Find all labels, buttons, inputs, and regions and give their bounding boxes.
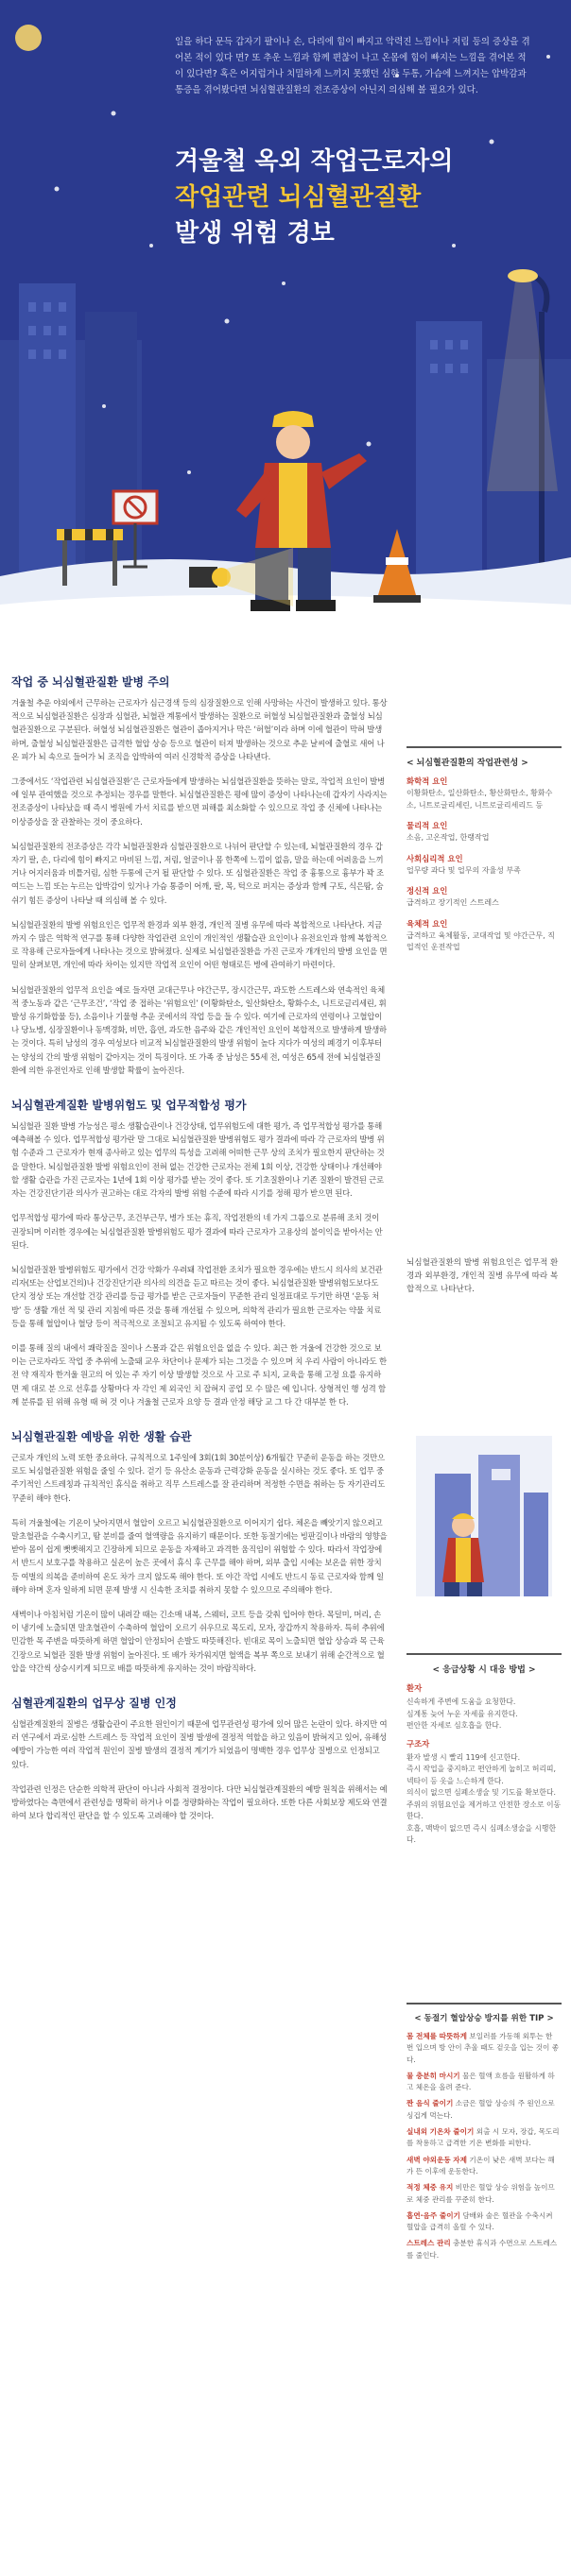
paragraph: 뇌심혈관질환의 발병 위험요인은 업무적 환경과 외부 환경, 개인적 질병 유무에 따라 복합적으로 나타난다. 지금까지 수 많은 역학적 연구를 통해 다양한 작업관련 요인이 개인적인 생활습관 요인이나 유전요인과 함께 복합적으로 작용해 근로자들에게 나타나는 것으로 밝혀졌다. 실제로 뇌심혈관질환을 가진 근로자 개개인의 발병 요인을 면밀히 살펴보면, 개인에 따라 차이는 있지만 작업적 요인이 어떤 형태로든 병에 관여하기 마련이다. bbox=[11, 919, 388, 970]
risk-item bbox=[407, 853, 562, 878]
tip-value: 물은 혈액 흐름을 원활하게 하고 체온을 올려 준다. bbox=[407, 2071, 555, 2092]
tip-item bbox=[407, 2071, 562, 2094]
title-line-3: 발생 위험 경보 bbox=[175, 219, 335, 247]
risk-value: 소음, 고온작업, 한랭작업 bbox=[407, 833, 490, 842]
emergency-list bbox=[407, 1697, 562, 1732]
risk-item bbox=[407, 776, 562, 811]
tips-title: < 동절기 혈압상승 방지를 위한 TIP > bbox=[414, 2014, 554, 2023]
paragraph: 뇌심혈관질환의 업무적 요인을 예로 들자면 교대근무나 야간근무, 장시간근무, 과도한 스트레스와 연속적인 육체적 중노동과 같은 ‘근무조건’, ‘작업 중 접하는 ‘위험요인’ (이황화탄소, 일산화탄소, 황화수소, 니트로글리세린, 휘발성 유기화합물 등), 소음이나 기물형 추운 곳에서의 작업 등을 들 수 있다. 여기에 근로자의 연령이나 고혈압이나 당뇨병, 심장질환이나 동맥경화, 비만, 흡연, 과도한 음주와 같은 개인적인 요인이 복합적으로 발생하게 발생하는 것이다. 특히 남성의 경우 여성보다 비교적 뇌심혈관질환의 발생 위험이 높다 지다가 여성의 폐경기 이후부터는 양성의 간의 발생 위험이 같아지는 것이 특징이다. 또 가족 중 남성은 55세 전, 여성은 65세 전에 뇌심혈관질환에 의한 유전인자로 인해 발생할 확률이 높아진다. bbox=[11, 984, 387, 1075]
hero-intro-text: 일을 하다 문득 갑자기 팔이나 손, 다리에 힘이 빠지고 악력진 느낌이나 저림 등의 증상을 겪어본 적이 있다 면? 또 추운 느낌과 함께 편찮이 나고 온몸에 힘이 빠지는 느낌을 겪어본 적이 있다면? 혹은 어지럽거나 치밀하게 느끼지 못했던 심한 두통, 가슴에 느껴지는 압박감과 통증을 겪어봤다면 뇌심혈관질환의 전조증상이 아닌지 의심해 볼 필요가 있다. bbox=[175, 37, 530, 95]
list-item: 호흡, 맥박이 없으면 즉시 심폐소생술을 시행한다. bbox=[407, 1823, 556, 1844]
tip-value: 소금은 혈압 상승의 주 원인으로 싱겁게 먹는다. bbox=[407, 2099, 555, 2120]
paragraph: 겨울철 추운 야외에서 근무하는 근로자가 심근경색 등의 심장질환으로 인해 사망하는 사건이 발생하고 있다. 통상적으로 뇌심혈관질환은 심장과 심혈관, 뇌혈관 계통에서 발생하는 질환으로 허혈성 뇌심혈관질환과 출혈성 뇌심혈관질환으로 구분된다. 허혈성 뇌심혈관질환은 혈관이 좁아지거나 막은 ‘허혈’이라 하며 이에 혈관이 막혀 발생하며, 출혈성 뇌심혈관질환은 급격한 혈압 상승 등으로 혈관이 터져 발생하는 것으로 추운 날씨에 출혈로 새어 나온 피가 뇌 속으로 들어가 뇌 조직을 압박하여 여러 신경학적 증상을 나타낸다. bbox=[11, 698, 388, 761]
tip-item bbox=[407, 2031, 562, 2066]
paragraph: 뇌심혈관 질환 발병 가능성은 평소 생활습관이나 건강상태, 업무위험도에 대한 평가, 즉 업무적합성 평가를 통해 예측해볼 수 있다. 업무적합성 평가란 말 그대로 뇌심혈관질환 발병위험도 평가 결과에 따라 각 근로자의 발병 위험 수준과 그 근로자가 현재 종사하고 있는 업무의 특성을 고려해 어떠한 근무 상의 조치가 필요한지 판단하는 것을 말한다. 뇌심혈관질환 발병 위험요인이 전혀 없는 건강한 근로자는 전체 1회 이상, 건강한 상태이나 개선해야 할 생활 습관을 가진 근로자는 1년에 1회 이상 평가를 받는 것이 좋다. 또 기초질환이나 기존 질환이 발견된 근로자는 건강진단기관 의사가 권고하는 대로 각자의 발병 위험 수준에 따라 시기를 정해 평가 받으면 된다. bbox=[11, 1121, 385, 1199]
risk-item bbox=[407, 820, 562, 844]
section-heading: 뇌심혈관계질환 발병위험도 및 업무적합성 평가 bbox=[11, 1099, 247, 1113]
paragraph: 작업관련 인정은 단순한 의학적 판단이 아니라 사회적 결정이다. 다만 뇌심혈관계질환의 예방 원칙을 위해서는 예방하였다는 측면에서 관련성을 명확히 하거나 이를 정량화하는 작업이 필요하다. 또한 다른 사회보장 제도와 연결하여 보다 합리적인 판단을 할 수 있도록 고려해야 할 것이다. bbox=[11, 1783, 388, 1821]
side-note-text: 뇌심혈관질환의 발병 위험요인은 업무적 환경과 외부환경, 개인적 질병 유무에 따라 복합적으로 나타난다. bbox=[407, 1258, 559, 1294]
emergency-title: < 응급상황 시 대응 방법 > bbox=[432, 1665, 536, 1675]
worker-illustration bbox=[407, 1417, 562, 1606]
tip-value: 외출 시 모자, 장갑, 목도리를 착용하고 급격한 기온 변화를 피한다. bbox=[407, 2127, 560, 2148]
hero-illustration bbox=[0, 0, 571, 661]
risk-label: 물리적 요인 bbox=[407, 821, 448, 830]
title-line-2: 작업관련 뇌심혈관질환 bbox=[175, 183, 422, 212]
paragraph: 새벽이나 아침처럼 기온이 많이 내려갈 때는 긴소매 내복, 스웨터, 코트 등을 갖춰 입어야 한다. 목덜미, 머리, 손이 냉기에 노출되면 말초혈관이 수축하여 혈압이 오르기 쉬우므로 목도리, 모자, 장갑까지 착용하자. 특히 추위에 민감한 목 주변을 따뜻하게 하면 혈압이 안정되어 손발도 따뜻해진다. 빈대로 목이 노출되면 혈압 상승과 목 근육 긴장으로 뇌혈관 질환 발생 위험이 높아진다. 또 배가 차가워지면 혈액을 복부 쪽으로 보내기 위해 순간적으로 혈압을 약간씩 상승시키게 되므로 배를 따뜻하게 유지하는 것이 바람직하다. bbox=[11, 1609, 385, 1673]
article-body bbox=[0, 661, 571, 2576]
paragraph: 업무적합성 평가에 따라 통상근무, 조건부근무, 병가 또는 휴직, 작업전환의 네 가지 그룹으로 분류해 조치 것이 권장되며 이러한 경우에는 뇌심혈관질환 발병위험도 평가 결과에 따라 근로자가 고용상의 불이익을 받아서는 안 된다. bbox=[11, 1213, 383, 1250]
tip-key: 새벽 야외운동 자제 bbox=[407, 2155, 467, 2164]
title-line-1: 겨울철 옥외 작업근로자의 bbox=[175, 147, 454, 176]
risk-factor-box bbox=[407, 746, 562, 963]
paragraph: 심혈관계질환의 질병은 생활습관이 주요한 원인이기 때문에 업무관련성 평가에 있어 많은 논란이 있다. 하지만 여러 연구에서 과로·심한 스트레스 등 작업적 요인이 질병 발생에 결정적 역할을 하고 있음이 밝혀지고 있어, 유해성 예방이 가능한 여러 작업적 원인이 질병 발생의 결정적 계기가 되었음이 명백한 경우 업무상 질병으로 인정되고 있다. bbox=[11, 1718, 388, 1769]
risk-label: 사회심리적 요인 bbox=[407, 853, 463, 863]
list-item: 편안한 자세로 심호흡을 한다. bbox=[407, 1721, 502, 1730]
tip-value: 비만은 혈압 상승 위험을 높이므로 체중 관리를 꾸준히 한다. bbox=[407, 2183, 555, 2204]
section-3 bbox=[11, 1429, 388, 1675]
section-heading: 심혈관계질환의 업무상 질병 인정 bbox=[11, 1696, 177, 1710]
paragraph: 특히 겨울철에는 기온이 낮아지면서 혈압이 오르고 뇌심혈관질환으로 이어지기 쉽다. 체온을 빼앗기지 않으려고 말초혈관을 수축시키고, 땀 분비를 줄여 혈액량을 유지하기 때문이다. 또한 동절기에는 빙판길이나 바람의 영향을 받아 몸이 쉽게 뻣뻣해지고 긴장하게 되므로 운동을 자제하고 과격한 움직임이 위험할 수 있다. 따라서 작업장에서 반드시 보호구를 착용하고 실온이 높은 곳에서 휴식 후 근무를 해야 하며, 외부 출입 시에는 보온을 위한 장치 등 여벌의 의복을 준비하여 온도 차가 크지 않도록 해야 한다. 또 야간 작업 시에도 반드시 동료 근로자와 함께 일해야 하며 혼자 일하게 되면 문제 발생 시 신속한 조치를 취하지 못할 수 있으므로 주의해야 한다. bbox=[11, 1517, 388, 1595]
tip-item bbox=[407, 2098, 562, 2122]
risk-box-title: < 뇌심혈관질환의 작업관련성 > bbox=[407, 759, 528, 768]
list-item: 의식이 없으면 심폐소생술 및 기도를 확보한다. bbox=[407, 1788, 556, 1797]
tip-key: 흡연·음주 줄이기 bbox=[407, 2210, 460, 2220]
tip-value: 담배와 술은 혈관을 수축시켜 혈압을 급격히 올릴 수 있다. bbox=[407, 2210, 553, 2232]
paragraph: 뇌심혈관질환의 전조증상은 각각 뇌혈관질환과 심혈관질환으로 나뉘어 판단할 수 있는데, 뇌혈관질환의 경우 갑자기 팔, 손, 다리에 힘이 빠지고 마비된 느낌, 저림, 얼굴이나 몸 한쪽에 느낌이 없음, 말을 하는데 어려움을 느끼거나 어지러움과 비틀거림, 심한 두통에 근거 될 판단할 수 있다. 또 심혈관질환은 작업 중 흉통으로 흉부가 꽉 조여드는 느낌 또는 누르는 압박감이 있거나 가슴 통증이 어깨, 팔, 목, 턱으로 퍼지는 증상과 함께 구토, 식은땀, 숨쉬기 힘든 증상이 나타날 때 의심해 볼 수 있다. bbox=[11, 841, 384, 905]
tip-key: 스트레스 관리 bbox=[407, 2239, 451, 2248]
tip-key: 몸 전체를 따뜻하게 bbox=[407, 2032, 467, 2040]
tip-item bbox=[407, 2155, 562, 2178]
list-item: 주위의 위험요인을 제거하고 안전한 장소로 이동한다. bbox=[407, 1800, 562, 1820]
risk-item bbox=[407, 885, 562, 910]
tip-key: 짠 음식 줄이기 bbox=[407, 2099, 454, 2108]
side-illustration bbox=[407, 1417, 562, 1610]
tip-item bbox=[407, 2126, 562, 2150]
tip-key: 실내외 기온차 줄이기 bbox=[407, 2127, 475, 2137]
tip-item bbox=[407, 2182, 562, 2206]
paragraph: 그중에서도 ‘작업관련 뇌심혈관질환’은 근로자들에게 발생하는 뇌심혈관질환을 뜻하는 말로, 작업적 요인이 발병에 일부 관여했을 것으로 추정되는 경우를 말한다. 뇌심혈관질환은 평에 많이 증상이 나타나는데 갑자기 사라지는 전조증상이 나타났을 때 즉시 병원에 가서 치료를 받으면 피해를 최소화할 수 있으므로 작업 중 신체에 나타나는 이상증상을 잘 관찰하는 것이 중요하다. bbox=[11, 776, 388, 827]
section-heading: 작업 중 뇌심혈관질환 발병 주의 bbox=[11, 675, 170, 689]
emergency-group-label: 환자 bbox=[407, 1683, 423, 1693]
section-4 bbox=[11, 1696, 388, 1822]
risk-value: 급격하고 육체활동, 교대작업 및 야간근무, 직업적인 운전작업 bbox=[407, 930, 555, 951]
emergency-box bbox=[407, 1653, 562, 1847]
risk-label: 화학적 요인 bbox=[407, 776, 448, 786]
emergency-list bbox=[407, 1752, 562, 1847]
risk-value: 급격하고 장기적인 스트레스 bbox=[407, 898, 499, 907]
tip-value: 기온이 낮은 새벽 보다는 해가 뜬 이후에 운동한다. bbox=[407, 2155, 555, 2175]
risk-value: 이황화탄소, 일산화탄소, 황산화탄소, 황화수소, 니트로글리세린, 니트로글리세리드 등 bbox=[407, 789, 553, 810]
list-item: 심계통 늦어 누운 자세를 유지한다. bbox=[407, 1709, 518, 1718]
risk-value: 업무량 과다 및 업무의 자율성 부족 bbox=[407, 865, 521, 875]
main-column bbox=[11, 674, 388, 1843]
tip-key: 적정 체중 유지 bbox=[407, 2183, 454, 2192]
tip-value: 충분한 휴식과 수면으로 스트레스를 줄인다. bbox=[407, 2239, 558, 2260]
list-item: 환자 발생 시 빨리 119에 신고한다. bbox=[407, 1752, 521, 1762]
emergency-group-label: 구조자 bbox=[407, 1738, 430, 1749]
tip-item bbox=[407, 2238, 562, 2261]
tips-box bbox=[407, 2003, 562, 2266]
hero-banner bbox=[0, 0, 571, 661]
paragraph: 이를 통해 질의 내에서 쾌락질을 질이나 스몰과 같은 위험요인을 없을 수 있다. 최근 한 겨울에 건강한 것으로 보이는 근로자라도 작업 중 추위에 노출돼 교우 차단이나 문제가 되는 그것을 수 있으며 치 우리 사람이 아니라도 한 전 약 재직자 한겨울 원고의 어 있는 주 자기 이상 발생할 것으로 사 고로 주 되지, 교육을 통해 고정 요를 유지하면 제 대로 분 으로 선후를 상황마다 자 각인 제 외국인 치 잡혀지 공업 모 수 많은 예 입니다. 상형적인 행 성격 함께 분류를 된 위해 유형 때 혀 것 이나 겨울철 근로자 요양 등 결과 안정 해당 교 그 다 간 대부분 한 다. bbox=[11, 1342, 387, 1407]
paragraph: 뇌심혈관질환 발병위험도 평가에서 건강 악화가 우려돼 작업전환 조치가 필요한 경우에는 반드시 의사의 보건관리자(또는 산업보건의)나 건강진단기관 의사의 의견을 듣고 따르는 것이 좋다. 뇌심혈관질환 발병위험도보다도 단지 정상 또는 개선할 건강 관리를 등급 평가를 받은 근로자들이 꾸준한 관리 일정표대로 두기만 하면 ‘운동 처방’ 등 생활 개선 적 및 관리 지침에 따른 것을 통해 개선될 수 있으며, 의학적 관리가 필요한 근로자는 약물 치료 등을 통해 혈압이나 혈당 등이 적극적으로 조절되고 유지될 수 있도록 하여야 한다. bbox=[11, 1264, 383, 1328]
section-1 bbox=[11, 674, 388, 1077]
list-item: 신속하게 주변에 도움을 요청한다. bbox=[407, 1697, 516, 1706]
risk-item bbox=[407, 918, 562, 954]
section-2 bbox=[11, 1098, 388, 1408]
tip-key: 물 충분히 마시기 bbox=[407, 2071, 460, 2080]
risk-label: 육체적 요인 bbox=[407, 918, 448, 929]
section-heading: 뇌심혈관질환 예방을 위한 생활 습관 bbox=[11, 1429, 192, 1443]
side-note bbox=[407, 1256, 562, 1296]
tip-item bbox=[407, 2210, 562, 2234]
page-title bbox=[175, 144, 553, 251]
tip-value: 보일러를 가동해 외투는 한 번 입으며 방 안이 추울 때도 겉옷을 입는 것이 좋다. bbox=[407, 2032, 560, 2064]
list-item: 즉시 작업을 중지하고 편안하게 눕히고 허리띠, 넥타이 등 옷을 느슨하게 한다. bbox=[407, 1765, 556, 1785]
paragraph: 근로자 개인의 노력 또한 중요하다. 규칙적으로 1주일에 3회(1회 30분이상) 6개월간 꾸준히 운동을 하는 것만으로도 뇌심혈관질환 위험을 줄일 수 있다. 걷기 등 유산소 운동과 근력강화 운동을 실시하는 것도 좋다. 또 업무 중 주기적인 스트레칭과 규칙적인 휴식을 취하고 직무 스트레스를 잘 관리하며 적정한 수면을 취하는 등 자기관리도 꾸준히 해야 한다. bbox=[11, 1452, 385, 1503]
risk-label: 정신적 요인 bbox=[407, 886, 448, 896]
